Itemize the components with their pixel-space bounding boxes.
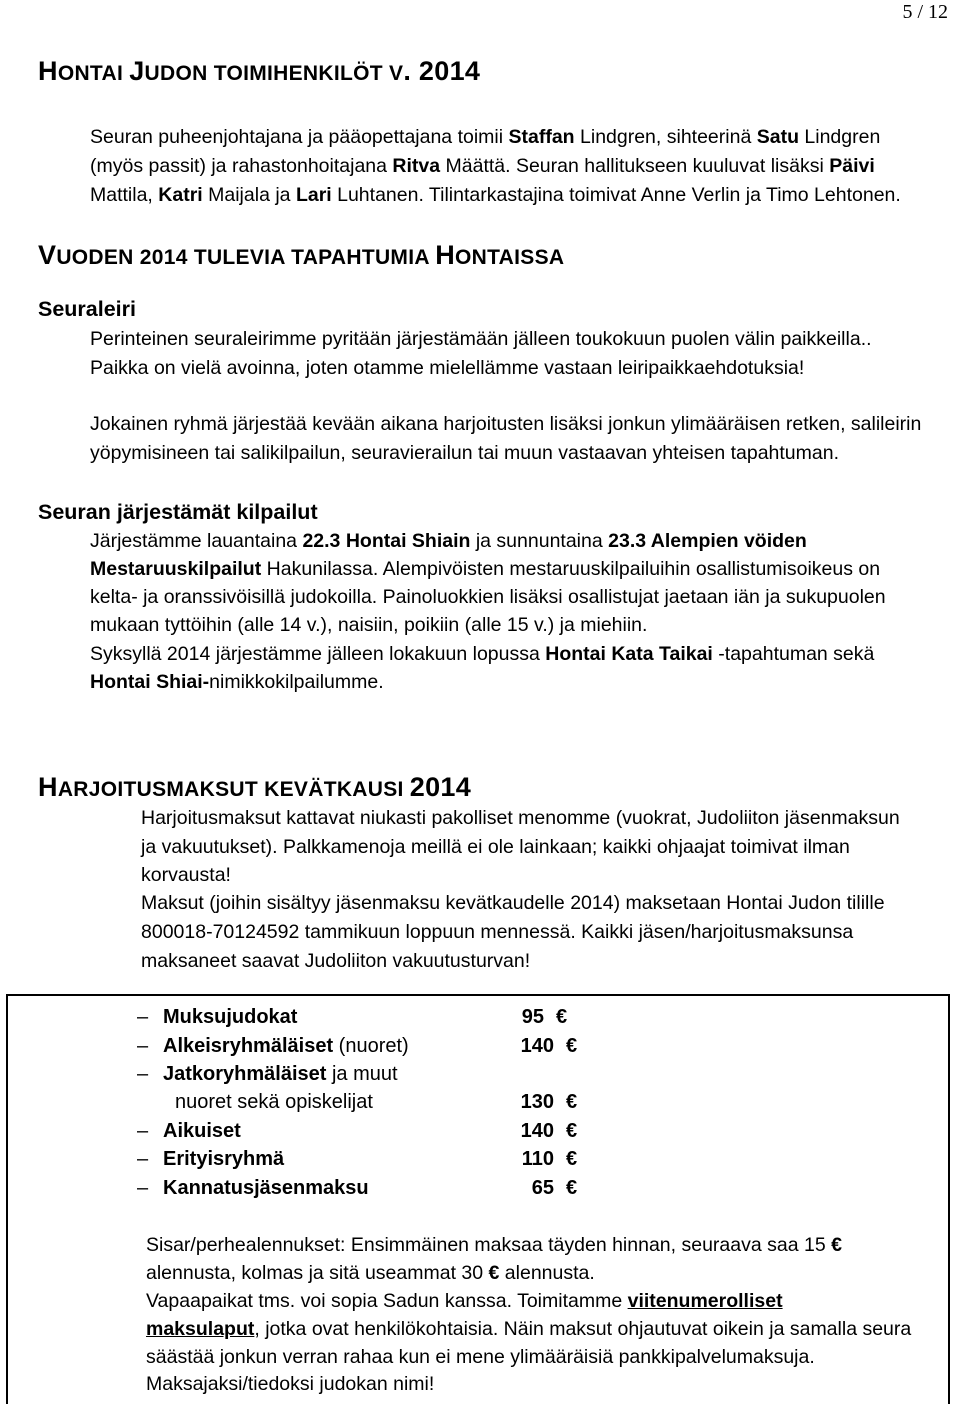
fee-row-jatkoryhma: – Jatkoryhmäläiset ja muut [137,1063,398,1085]
fees-intro-line2: ja vakuutukset). Palkkamenoja meillä ei ole lainkaan; kaikki ohjaajat toimivat ilman [141,836,850,858]
euro-icon: € [566,1148,578,1170]
fees-intro-line5: 800018-70124592 tammikuun loppuun mennessä. Kaikki jäsen/harjoitusmaksunsa [141,921,854,943]
section3-title: HARJOITUSMAKSUT KEVÄTKAUSI 2014 [38,772,472,802]
events-paragraph-line1: Jokainen ryhmä järjestää kevään aikana harjoitusten lisäksi jonkun ylimääräisen retken, salileirin [90,413,922,435]
fee-note-line4: maksulaput, jotka ovat henkilökohtaisia. Näin maksut ohjautuvat oikein ja samalla seura [146,1318,912,1340]
competitions-line3: kelta- ja oranssivöisillä judokoilla. Painoluokkien lisäksi osallistujat jaetaan iän ja sukupuolen [90,586,886,608]
events-paragraph-line2: yöpymisineen tai salikilpailun, seuravierailun tai muun vastaavan yhteisen tapahtuman. [90,442,840,464]
subheading-seuraleiri: Seuraleiri [38,297,136,321]
fee-note-line5: säästää jonkun verran rahaa kun ei mene ylimääräisiä pankkipalvelumaksuja. [146,1346,815,1368]
page-number: 5 / 12 [902,1,948,23]
fee-note-line2: alennusta, kolmas ja sitä useammat 30 € alennusta. [146,1262,595,1284]
fee-row-aikuiset: – Aikuiset [137,1120,241,1142]
competitions-line5: Syksyllä 2014 järjestämme jälleen lokakuun lopussa Hontai Kata Taikai -tapahtuman sekä [90,643,875,665]
section1-line2: (myös passit) ja rahastonhoitajana Ritva Määttä. Seuran hallitukseen kuuluvat lisäksi Päivi [90,155,875,177]
fee-row-nuoret-opiskelijat: nuoret sekä opiskelijat [175,1091,373,1113]
section1-title: HONTAI JUDON TOIMIHENKILÖT V. 2014 [38,56,481,86]
fee-amount-aikuiset: 140 [520,1120,554,1142]
fees-intro-line6: maksaneet saavat Judoliiton vakuutusturvan! [141,950,531,972]
competitions-line2: Mestaruuskilpailut Hakunilassa. Alempivöisten mestaruuskilpailuihin osallistumisoikeus on [90,558,881,580]
euro-icon: € [566,1120,578,1142]
section2-title: VUODEN 2014 TULEVIA TAPAHTUMIA HONTAISSA [38,240,565,270]
subheading-competitions: Seuran järjestämät kilpailut [38,500,318,524]
fee-row-muksujudokat: – Muksujudokat [137,1006,298,1028]
competitions-line6: Hontai Shiai-nimikkokilpailumme. [90,671,384,693]
fee-note-line6: Maksajaksi/tiedoksi judokan nimi! [146,1373,435,1395]
section1-line3: Mattila, Katri Maijala ja Lari Luhtanen. Tilintarkastajina toimivat Anne Verlin ja Timo Lehtonen. [90,184,901,206]
euro-icon: € [488,1262,500,1284]
seuraleiri-line2: Paikka on vielä avoinna, joten otamme mielellämme vastaan leiripaikkaehdotuksia! [90,357,805,379]
fees-intro-line4: Maksut (joihin sisältyy jäsenmaksu kevätkaudelle 2014) maksetaan Hontai Judon tilille [141,892,885,914]
competitions-line4: mukaan tyttöihin (alle 14 v.), naisiin, poikiin (alle 15 v.) ja miehiin. [90,614,648,636]
section1-line1: Seuran puheenjohtajana ja pääopettajana toimii Staffan Lindgren, sihteerinä Satu Lindgren [90,126,881,148]
competitions-line1: Järjestämme lauantaina 22.3 Hontai Shiain ja sunnuntaina 23.3 Alempien vöiden [90,530,807,552]
euro-icon: € [566,1091,578,1113]
euro-icon: € [566,1177,578,1199]
fee-amount-erityisryhma: 110 [521,1148,554,1170]
euro-icon: € [556,1006,568,1028]
fee-amount-kannatusjasen: 65 [531,1177,554,1199]
fee-amount-alkeisryhma: 140 [520,1035,554,1057]
fee-amount-muksujudokat: 95 [521,1006,544,1028]
euro-icon: € [831,1234,842,1256]
fees-intro-line3: korvausta! [141,864,231,886]
fee-amount-jatkoryhma: 130 [520,1091,554,1113]
euro-icon: € [566,1035,578,1057]
fee-row-kannatusjasen: – Kannatusjäsenmaksu [137,1177,369,1199]
fees-intro-line1: Harjoitusmaksut kattavat niukasti pakolliset menomme (vuokrat, Judoliiton jäsenmaksun [141,807,900,829]
fee-row-erityisryhma: – Erityisryhmä [137,1148,285,1170]
seuraleiri-line1: Perinteinen seuraleirimme pyritään järjestämään jälleen toukokuun puolen välin paikkeilla.. [90,328,872,350]
fee-note-line1: Sisar/perhealennukset: Ensimmäinen maksaa täyden hinnan, seuraava saa 15 € [146,1234,842,1256]
fee-note-line3: Vapaapaikat tms. voi sopia Sadun kanssa. Toimitamme viitenumerolliset [146,1290,783,1312]
fee-row-alkeisryhma: – Alkeisryhmäläiset (nuoret) [137,1035,409,1057]
